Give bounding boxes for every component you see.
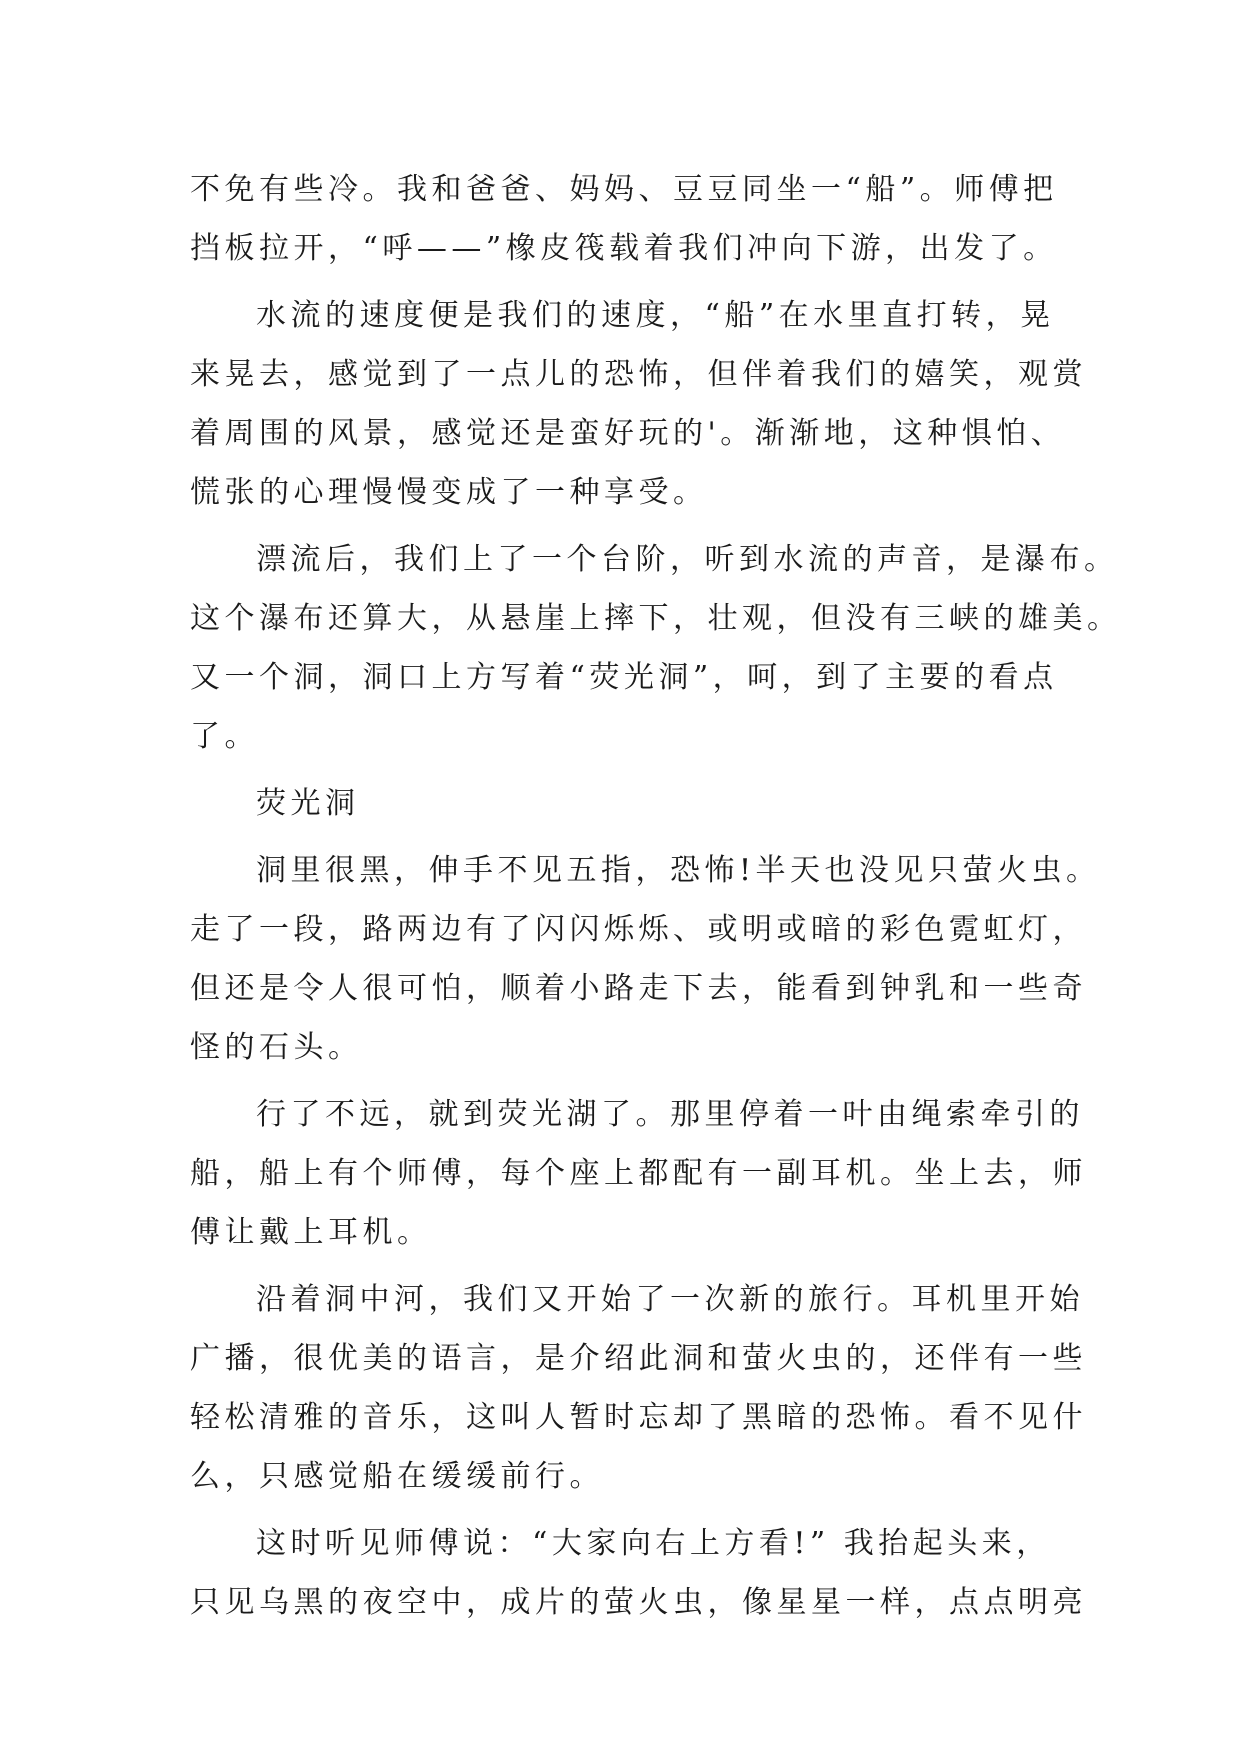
text-line: 船，船上有个师傅，每个座上都配有一副耳机。坐上去，师 xyxy=(190,1156,1087,1191)
text-line: 轻松清雅的音乐，这叫人暂时忘却了黑暗的恐怖。看不见什 xyxy=(190,1400,1087,1435)
text-line: 么，只感觉船在缓缓前行。 xyxy=(190,1459,604,1494)
paragraph-6 xyxy=(190,1085,1087,1262)
text-line: 又一个洞，洞口上方写着“荧光洞”，呵，到了主要的看点 xyxy=(190,660,1058,695)
text-line: 了。 xyxy=(190,719,259,754)
text-line: 行了不远，就到荧光湖了。那里停着一叶由绳索牵引的 xyxy=(256,1097,1084,1132)
paragraph-3 xyxy=(190,530,1122,766)
text-line: 不免有些冷。我和爸爸、妈妈、豆豆同坐一“船”。师傅把 xyxy=(190,172,1058,207)
text-line: 漂流后，我们上了一个台阶，听到水流的声音，是瀑布。 xyxy=(256,542,1119,577)
paragraph-8 xyxy=(190,1514,1087,1632)
heading-text: 荧光洞 xyxy=(256,786,360,821)
paragraph-7 xyxy=(190,1270,1087,1506)
text-line: 只见乌黑的夜空中，成片的萤火虫，像星星一样，点点明亮 xyxy=(190,1585,1087,1620)
text-line: 着周围的风景，感觉还是蛮好玩的'。渐渐地，这种惧怕、 xyxy=(190,416,1066,451)
document-body xyxy=(190,160,1122,1640)
paragraph-5 xyxy=(190,841,1101,1077)
text-line: 但还是令人很可怕，顺着小路走下去，能看到钟乳和一些奇 xyxy=(190,971,1087,1006)
text-line: 傅让戴上耳机。 xyxy=(190,1215,432,1250)
paragraph-2 xyxy=(190,286,1087,522)
text-line: 来晃去，感觉到了一点儿的恐怖，但伴着我们的嬉笑，观赏 xyxy=(190,357,1087,392)
section-heading xyxy=(190,774,1070,833)
text-line: 这个瀑布还算大，从悬崖上摔下，壮观，但没有三峡的雄美。 xyxy=(190,601,1122,636)
text-line: 慌张的心理慢慢变成了一种享受。 xyxy=(190,475,708,510)
text-line: 广播，很优美的语言，是介绍此洞和萤火虫的，还伴有一些 xyxy=(190,1341,1087,1376)
text-line: 怪的石头。 xyxy=(190,1030,363,1065)
paragraph-1 xyxy=(190,160,1070,278)
text-line: 沿着洞中河，我们又开始了一次新的旅行。耳机里开始 xyxy=(256,1282,1084,1317)
text-line: 这时听见师傅说：“大家向右上方看!” 我抬起头来， xyxy=(256,1526,1051,1561)
text-line: 挡板拉开，“呼——”橡皮筏载着我们冲向下游，出发了。 xyxy=(190,231,1058,266)
text-line: 走了一段，路两边有了闪闪烁烁、或明或暗的彩色霓虹灯， xyxy=(190,912,1087,947)
text-line: 洞里很黑，伸手不见五指，恐怖!半天也没见只萤火虫。 xyxy=(256,853,1101,888)
text-line: 水流的速度便是我们的速度，“船”在水里直打转，晃 xyxy=(256,298,1055,333)
